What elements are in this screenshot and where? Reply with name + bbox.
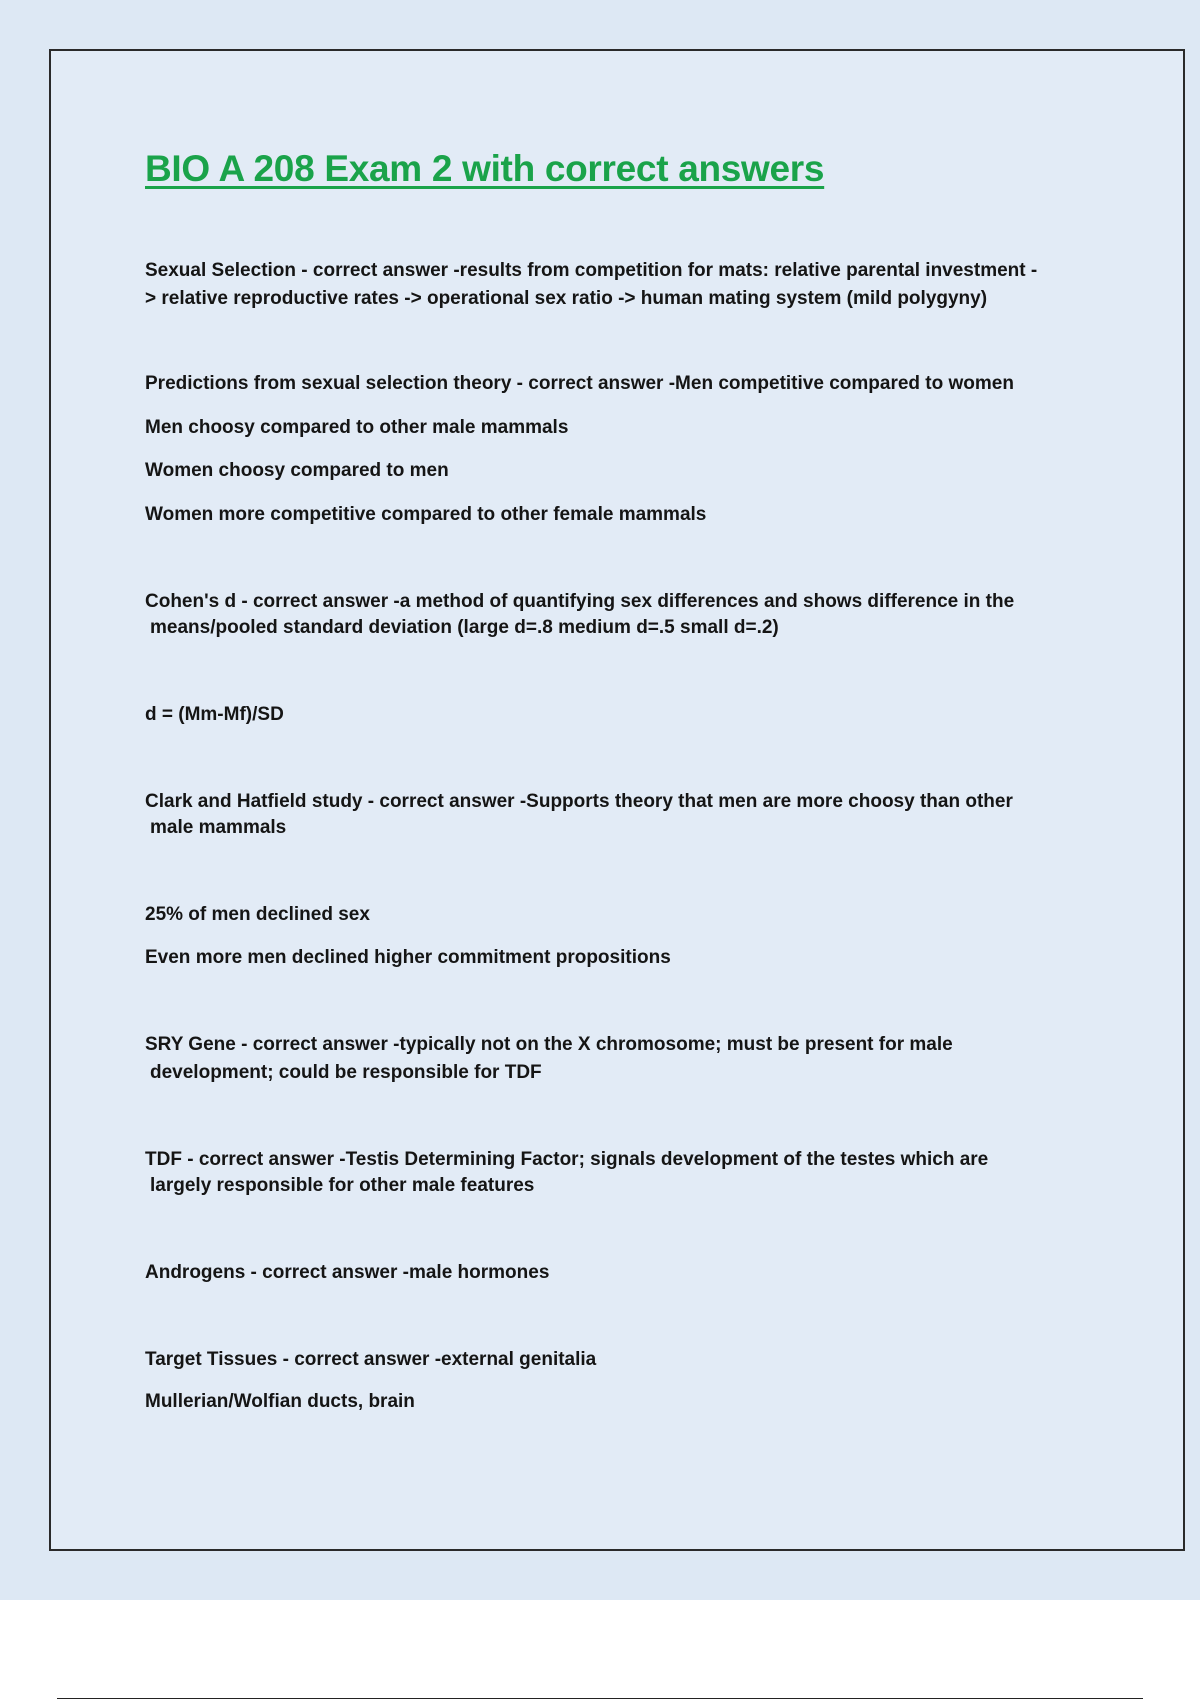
sexual-selection-line-1: Sexual Selection - correct answer -results from competition for mats: relative parental investment -	[145, 260, 1038, 281]
predictions-line: Predictions from sexual selection theory - correct answer -Men competitive compared to women	[145, 373, 1014, 394]
sexual-selection-line-2: > relative reproductive rates -> operational sex ratio -> human mating system (mild polygyny)	[145, 288, 988, 309]
clark-hatfield-line-2: male mammals	[150, 817, 287, 838]
formula-line: d = (Mm-Mf)/SD	[145, 704, 284, 725]
commitment-line: Even more men declined higher commitment propositions	[145, 947, 671, 968]
tdf-line-2: largely responsible for other male features	[150, 1175, 535, 1196]
ducts-brain-line: Mullerian/Wolfian ducts, brain	[145, 1391, 415, 1412]
sry-gene-line-2: development; could be responsible for TDF	[150, 1062, 542, 1083]
cohens-d-line-2: means/pooled standard deviation (large d=.8 medium d=.5 small d=.2)	[150, 617, 779, 638]
target-tissues-line: Target Tissues - correct answer -external genitalia	[145, 1349, 597, 1370]
cohens-d-line-1: Cohen's d - correct answer -a method of quantifying sex differences and shows difference in the	[145, 591, 1015, 612]
document-title: BIO A 208 Exam 2 with correct answers	[145, 148, 825, 189]
men-choosy-line: Men choosy compared to other male mammals	[145, 417, 569, 438]
women-choosy-line: Women choosy compared to men	[145, 460, 449, 481]
men-declined-line: 25% of men declined sex	[145, 904, 370, 925]
clark-hatfield-line-1: Clark and Hatfield study - correct answer -Supports theory that men are more choosy than other	[145, 791, 1013, 812]
women-competitive-line: Women more competitive compared to other female mammals	[145, 504, 707, 525]
androgens-line: Androgens - correct answer -male hormones	[145, 1262, 550, 1283]
footer-rule	[57, 1698, 1143, 1699]
sry-gene-line-1: SRY Gene - correct answer -typically not on the X chromosome; must be present for male	[145, 1034, 953, 1055]
tdf-line-1: TDF - correct answer -Testis Determining Factor; signals development of the testes which are	[145, 1149, 989, 1170]
